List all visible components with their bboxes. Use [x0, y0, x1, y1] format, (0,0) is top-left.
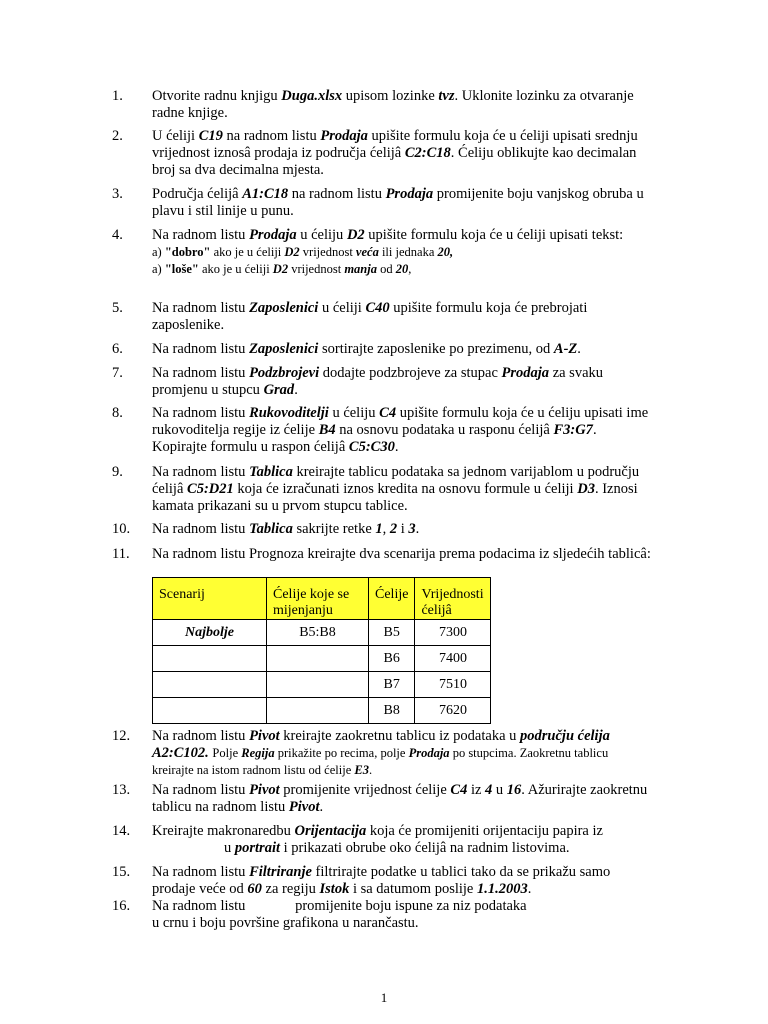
item-text: Na radnom listu Prodaja u ćeliju D2 upišite formulu koja će u ćeliji upisati tekst: a) "dobro" ako je u ćeliji D2 vrijednost veća ili jednaka 20, a) "loše" ako je u ćeliji D2 vrijednost manja od 20, [152, 227, 624, 276]
table-header-cell: Ćelije koje se mijenjanju [267, 578, 369, 620]
item-number: 6. [112, 341, 123, 357]
item-number: 15. [112, 864, 131, 880]
table-cell [267, 672, 369, 698]
item-text: Na radnom listu Pivot promijenite vrijednost ćelije C4 iz 4 u 16. Ažurirajte zaokretnu tablicu na radnom listu Pivot. [152, 782, 648, 815]
item-number: 5. [112, 300, 123, 316]
table-cell: 7400 [415, 646, 491, 672]
table-cell: B7 [369, 672, 415, 698]
table-row [153, 620, 491, 646]
item-number: 4. [112, 227, 123, 243]
item-text: Na radnom listu Tablica kreirajte tablicu podataka sa jednom varijablom u području ćelijâ C5:D21 koja će izračunati iznos kredita na osnovu formule u ćeliji D3. Iznosi kamata prikazani su u prvom stupcu tablice. [152, 464, 640, 514]
item-text: Na radnom listu Pivot kreirajte zaokretnu tablicu iz podataka u području ćelija A2:C102. Polje Regija prikažite po recima, polje Prodaja po stupcima. Zaokretnu tablicu kreirajte na istom radnom listu od ćelije E3. [152, 728, 610, 777]
table-row [153, 646, 491, 672]
table-cell: 7510 [415, 672, 491, 698]
item-number: 8. [112, 405, 123, 421]
item-text: Na radnom listu Zaposlenici sortirajte zaposlenike po prezimenu, od A-Z. [152, 341, 581, 357]
table-cell: 7620 [415, 698, 491, 724]
item-text: Na radnom listu Rukovoditelji u ćeliju C4 upišite formulu koja će u ćeliju upisati ime rukovoditelja regije iz ćelije B4 na osnovu podataka u rasponu ćelijâ F3:G7. Kopirajte formulu u raspon ćelijâ C5:C30. [152, 405, 649, 455]
item-text: Kreirajte makronaredbu Orijentacija koja će promijeniti orijentaciju papira iz u portrait i prikazati obrube oko ćelijâ na radnim listovima. [152, 823, 603, 856]
table-cell: B6 [369, 646, 415, 672]
table-header-cell: Ćelije [369, 578, 415, 620]
item-number: 1. [112, 88, 123, 104]
page-number: 1 [380, 990, 388, 1005]
table-cell [267, 698, 369, 724]
scenario-table [152, 577, 491, 724]
item-text: Na radnom listu Tablica sakrijte retke 1, 2 i 3. [152, 521, 420, 537]
item-text: Područja ćelijâ A1:C18 na radnom listu Prodaja promijenite boju vanjskog obruba u plavu i stil linije u punu. [152, 186, 644, 219]
item-number: 16. [112, 898, 131, 914]
item-number: 7. [112, 365, 123, 381]
table-cell [153, 646, 267, 672]
item-number: 13. [112, 782, 131, 798]
item-text: Na radnom listu Zaposlenici u ćeliji C40 upišite formulu koja će prebrojati zaposlenike. [152, 300, 588, 333]
item-text: U ćeliji C19 na radnom listu Prodaja upišite formulu koja će u ćeliji upisati srednju vrijednost iznosâ prodaja iz područja ćelijâ C2:C18. Ćeliju oblikujte kao decimalan broj sa dva decimalna mjesta. [152, 128, 638, 178]
item-text: Na radnom listu promijenite boju ispune za niz podataka u crnu i boju površine grafikona u narančastu. [152, 898, 527, 931]
table-cell: B5:B8 [267, 620, 369, 646]
table-cell: 7300 [415, 620, 491, 646]
item-number: 14. [112, 823, 131, 839]
item-text: Na radnom listu Prognoza kreirajte dva scenarija prema podacima iz sljedećih tablicâ: [152, 546, 651, 562]
table-cell: Najbolje [153, 620, 267, 646]
table-cell [267, 646, 369, 672]
item-text: Otvorite radnu knjigu Duga.xlsx upisom lozinke tvz. Uklonite lozinku za otvaranje radne knjige. [152, 88, 634, 121]
item-number: 9. [112, 464, 123, 480]
table-row [153, 672, 491, 698]
table-cell: B8 [369, 698, 415, 724]
item-number: 10. [112, 521, 131, 537]
table-header-cell: Vrijednosti ćelijâ [415, 578, 491, 620]
item-number: 3. [112, 186, 123, 202]
item-number: 11. [112, 546, 130, 562]
table-row [153, 698, 491, 724]
table-header-row [153, 578, 491, 620]
table-cell [153, 698, 267, 724]
item-text: Na radnom listu Filtriranje filtrirajte podatke u tablici tako da se prikažu samo prodaje veće od 60 za regiju Istok i sa datumom poslije 1.1.2003. [152, 864, 611, 897]
item-number: 12. [112, 728, 131, 744]
item-text: Na radnom listu Podzbrojevi dodajte podzbrojeve za stupac Prodaja za svaku promjenu u stupcu Grad. [152, 365, 604, 398]
item-number: 2. [112, 128, 123, 144]
table-cell [153, 672, 267, 698]
table-header-cell: Scenarij [153, 578, 267, 620]
table-cell: B5 [369, 620, 415, 646]
